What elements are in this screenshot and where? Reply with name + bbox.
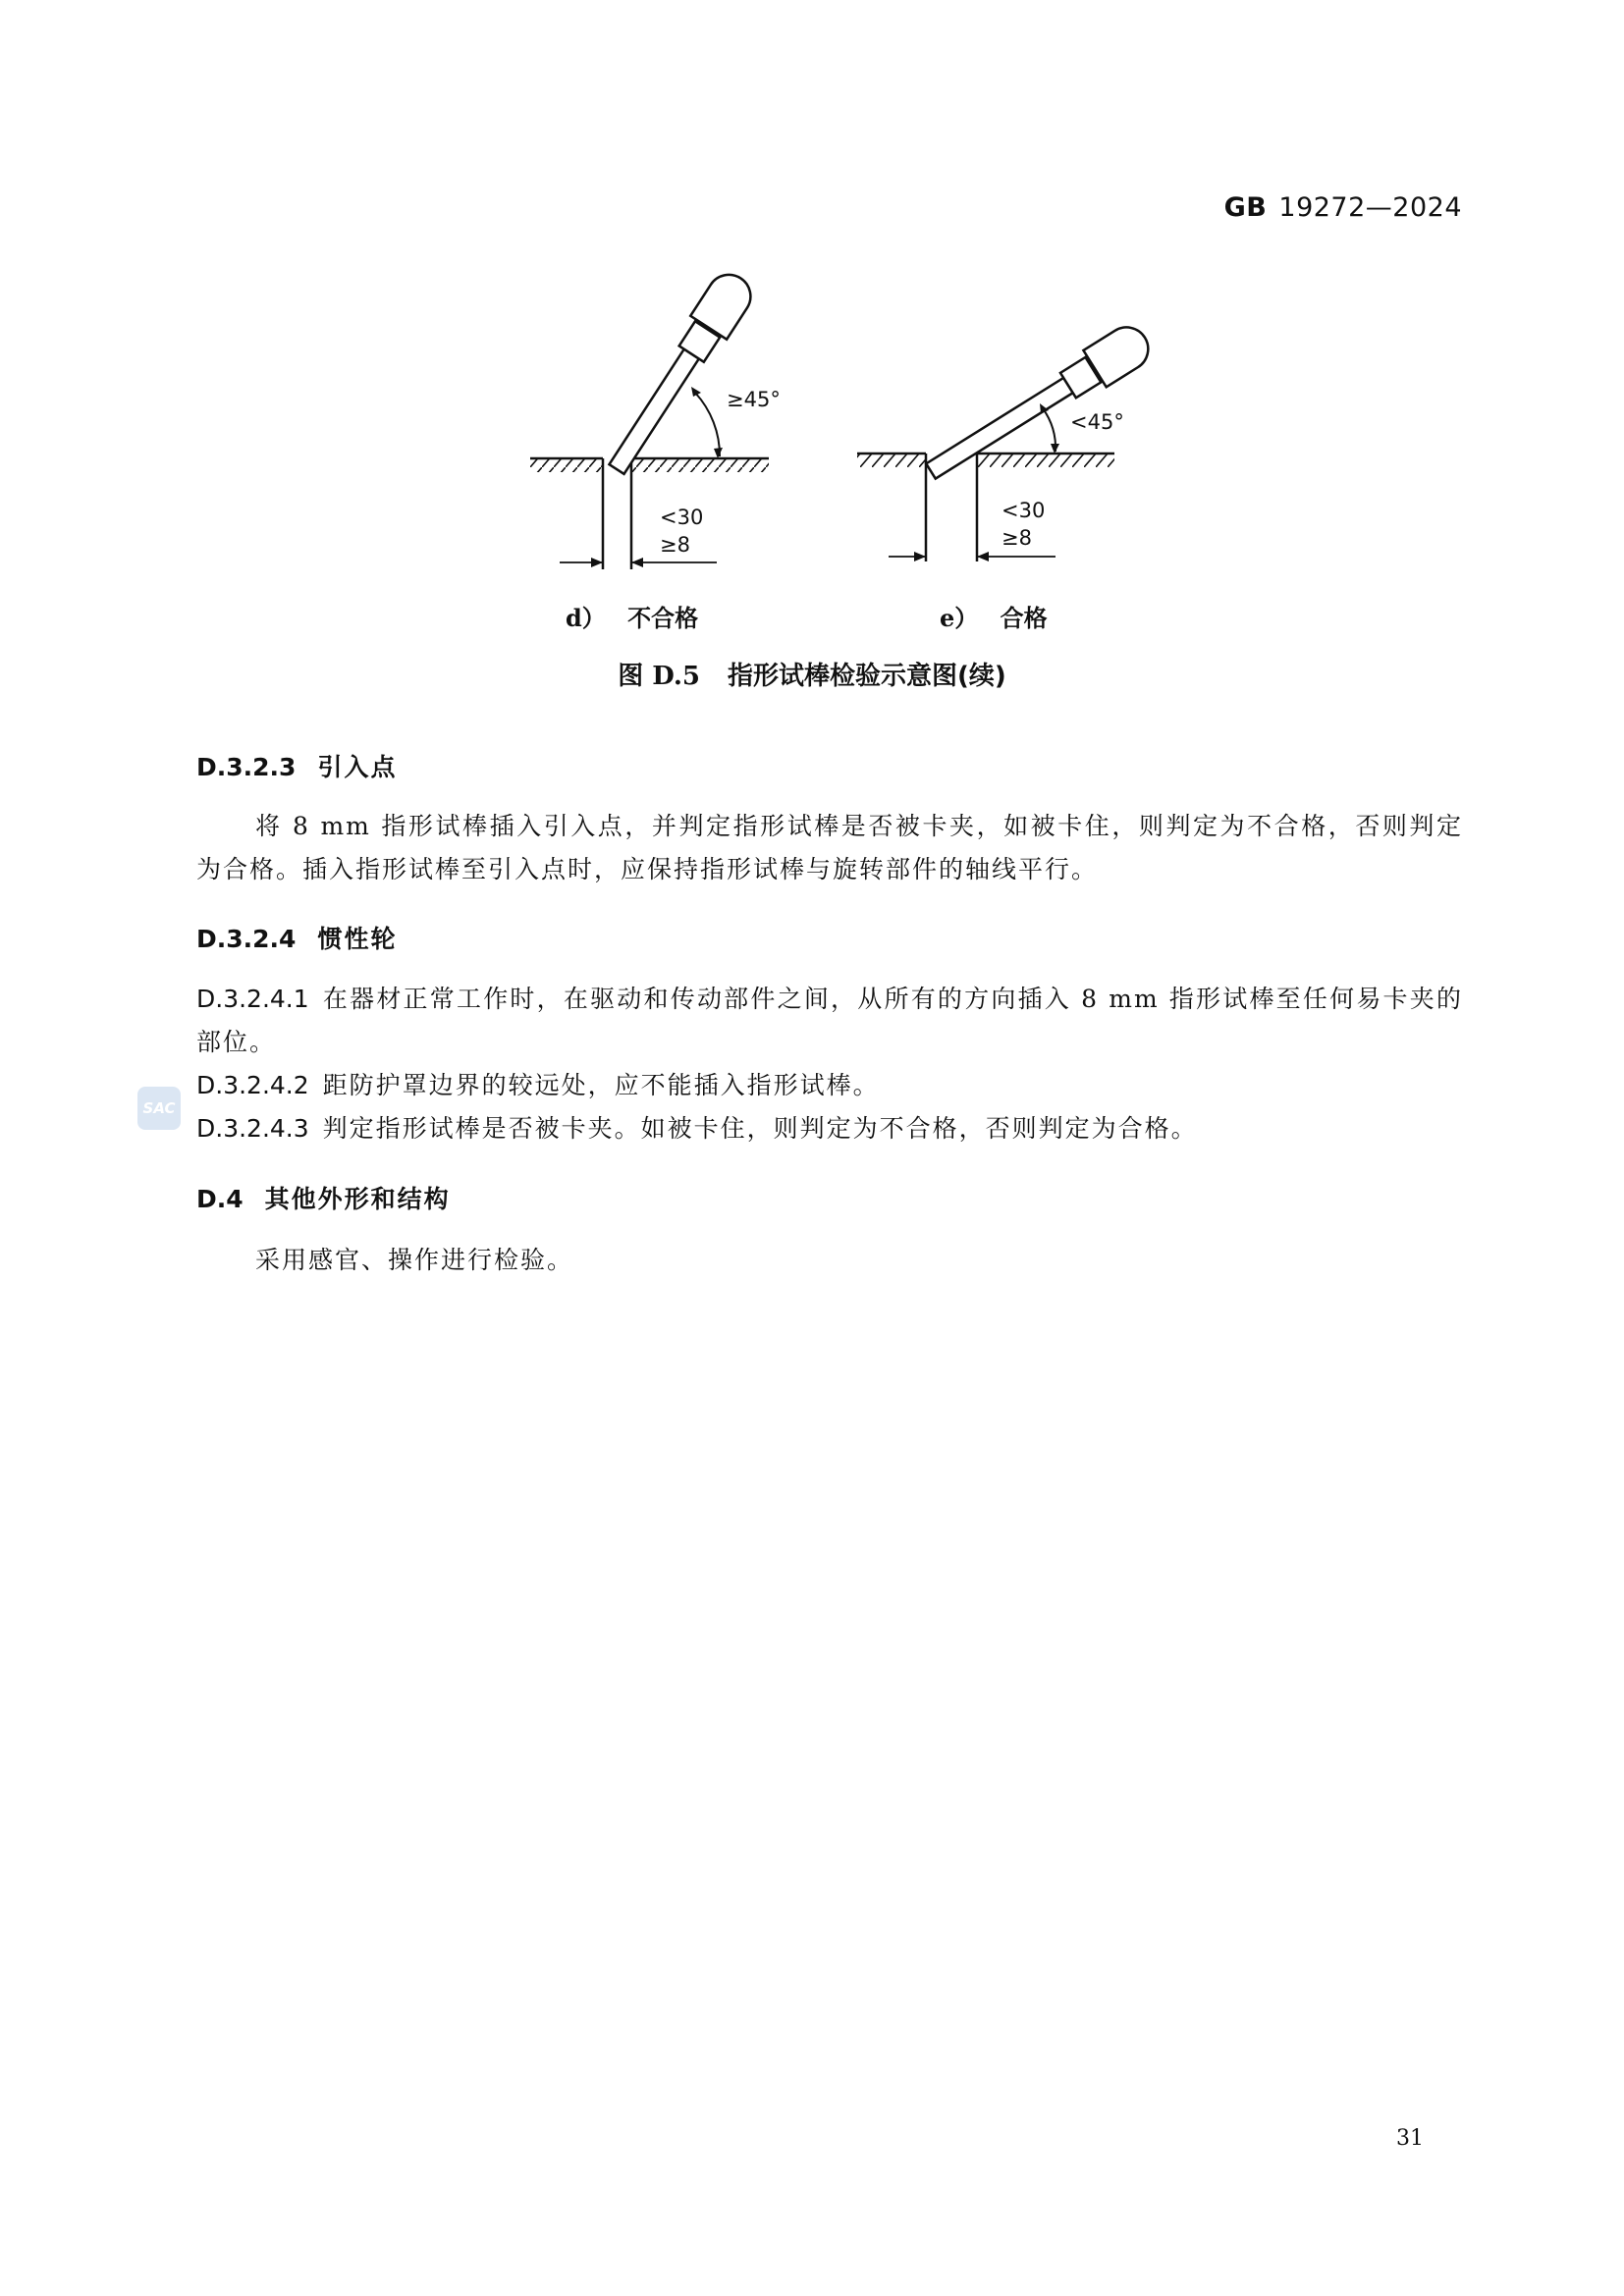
clause-text: 距防护罩边界的较远处，应不能插入指形试棒。 bbox=[322, 1071, 880, 1099]
finger-probe-figure bbox=[0, 0, 1624, 628]
dimension-upper-e: <30 bbox=[1001, 499, 1046, 522]
standard-code: 19272—2024 bbox=[1278, 192, 1462, 223]
paragraph-d323: 将 8 mm 指形试棒插入引入点，并判定指形试棒是否被卡夹，如被卡住，则判定为不合格，否则判定为合格。插入指形试棒至引入点时，应保持指形试棒与旋转部件的轴线平行。 bbox=[196, 812, 1463, 883]
paragraph-d3242 bbox=[196, 1064, 1463, 1107]
subfigure-caption-d bbox=[566, 599, 698, 633]
dimension-lower-e: ≥8 bbox=[1001, 526, 1032, 550]
section-clause: D.3.2.3 bbox=[196, 753, 297, 781]
subfigure-letter-e: e） bbox=[940, 604, 979, 632]
finger-probe-d bbox=[599, 266, 759, 481]
sac-watermark-logo: SAC bbox=[137, 1087, 181, 1130]
figure-caption bbox=[0, 656, 1624, 692]
section-heading-d4 bbox=[196, 1180, 451, 1215]
section-heading-d324 bbox=[196, 920, 397, 955]
diagram-e-qualified bbox=[857, 319, 1157, 561]
standard-prefix: GB bbox=[1223, 192, 1268, 223]
subfigure-letter-d: d） bbox=[566, 604, 606, 632]
subfigure-text-e: 合格 bbox=[1000, 605, 1048, 632]
clause-number: D.3.2.4.3 bbox=[196, 1114, 309, 1143]
diagram-d-not-qualified bbox=[530, 266, 769, 569]
figure-number: 图 D.5 bbox=[618, 662, 701, 691]
section-title: 惯性轮 bbox=[317, 925, 398, 953]
section-heading-d323 bbox=[196, 748, 397, 783]
angle-label-d: ≥45° bbox=[727, 388, 781, 411]
subfigure-caption-e bbox=[940, 599, 1048, 633]
dimension-upper-d: <30 bbox=[660, 506, 704, 529]
paragraph-d3243 bbox=[196, 1107, 1463, 1150]
clause-text: 判定指形试棒是否被卡夹。如被卡住，则判定为不合格，否则判定为合格。 bbox=[322, 1114, 1198, 1143]
clause-number: D.3.2.4.1 bbox=[196, 985, 309, 1013]
page-number: 31 bbox=[1396, 2126, 1424, 2151]
paragraph-d4: 采用感官、操作进行检验。 bbox=[255, 1246, 574, 1274]
section-clause: D.3.2.4 bbox=[196, 925, 297, 953]
paragraph-d3241 bbox=[196, 978, 1463, 1064]
section-title: 引入点 bbox=[317, 753, 398, 781]
section-clause: D.4 bbox=[196, 1185, 244, 1213]
figure-title: 指形试棒检验示意图(续) bbox=[728, 662, 1006, 691]
clause-text: 在器材正常工作时，在驱动和传动部件之间，从所有的方向插入 8 mm 指形试棒至任何易卡夹的部位。 bbox=[196, 985, 1463, 1056]
clause-number: D.3.2.4.2 bbox=[196, 1071, 309, 1099]
section-title: 其他外形和结构 bbox=[264, 1185, 451, 1213]
angle-label-e: <45° bbox=[1070, 410, 1124, 434]
subfigure-text-d: 不合格 bbox=[627, 605, 699, 632]
dimension-lower-d: ≥8 bbox=[660, 533, 690, 557]
